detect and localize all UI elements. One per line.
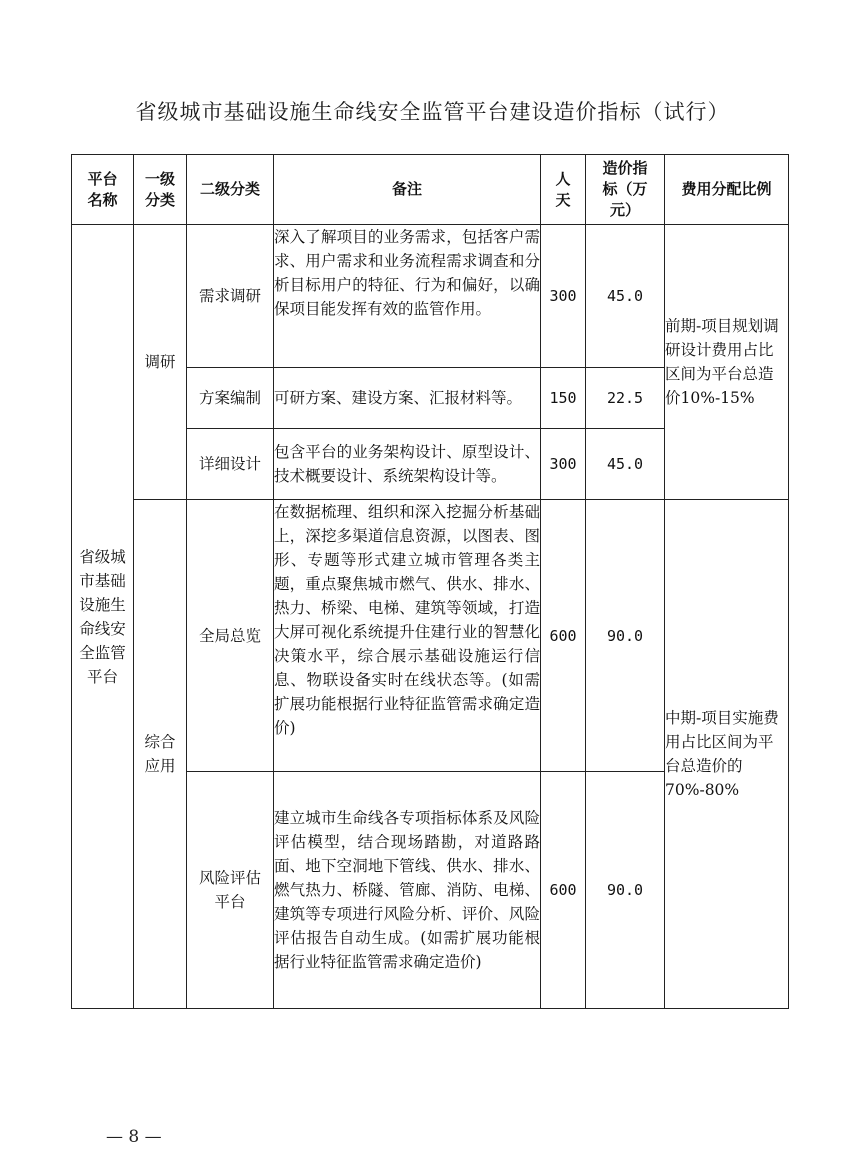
platform-name: 省级城市基础设施生命线安全监管平台 xyxy=(72,225,134,1009)
level1-category: 调研 xyxy=(134,225,187,500)
table-row xyxy=(72,500,789,772)
note-cell: 建立城市生命线各专项指标体系及风险评估模型，结合现场踏勘，对道路路面、地下空洞地下管线、供水、排水、燃气热力、桥隧、管廊、消防、电梯、建筑等专项进行风险分析、评价、风险评估报告自动生成。(如需扩展功能根据行业特征监管需求确定造价) xyxy=(274,772,541,1009)
level1-category: 综合应用 xyxy=(134,500,187,1009)
cost-cell: 45.0 xyxy=(586,429,665,500)
header-level2: 二级分类 xyxy=(187,155,274,225)
cost-cell: 90.0 xyxy=(586,500,665,772)
header-platform: 平台名称 xyxy=(72,155,134,225)
cost-cell: 90.0 xyxy=(586,772,665,1009)
level2-category: 需求调研 xyxy=(187,225,274,368)
level2-category: 全局总览 xyxy=(187,500,274,772)
header-cost: 造价指标（万元） xyxy=(586,155,665,225)
header-note: 备注 xyxy=(274,155,541,225)
man-days-cell: 300 xyxy=(541,429,586,500)
note-cell: 可研方案、建设方案、汇报材料等。 xyxy=(274,368,541,429)
page-title: 省级城市基础设施生命线安全监管平台建设造价指标（试行） xyxy=(135,100,730,124)
table-row xyxy=(72,225,789,368)
level2-category: 方案编制 xyxy=(187,368,274,429)
page-number: — 8 — xyxy=(106,1127,162,1147)
table-header-row xyxy=(72,155,789,225)
ratio-cell: 前期-项目规划调研设计费用占比区间为平台总造价10%-15% xyxy=(665,225,789,500)
man-days-cell: 600 xyxy=(541,772,586,1009)
man-days-cell: 150 xyxy=(541,368,586,429)
note-cell: 在数据梳理、组织和深入挖掘分析基础上，深挖多渠道信息资源，以图表、图形、专题等形式建立城市管理各类主题，重点聚焦城市燃气、供水、排水、热力、桥梁、电梯、建筑等领域，打造大屏可视化系统提升住建行业的智慧化决策水平，综合展示基础设施运行信息、物联设备实时在线状态等。(如需扩展功能根据行业特征监管需求确定造价) xyxy=(274,500,541,772)
header-man-days: 人天 xyxy=(541,155,586,225)
level2-category: 风险评估平台 xyxy=(187,772,274,1009)
note-cell: 包含平台的业务架构设计、原型设计、技术概要设计、系统架构设计等。 xyxy=(274,429,541,500)
cost-cell: 45.0 xyxy=(586,225,665,368)
header-level1: 一级分类 xyxy=(134,155,187,225)
header-ratio: 费用分配比例 xyxy=(665,155,789,225)
man-days-cell: 300 xyxy=(541,225,586,368)
cost-cell: 22.5 xyxy=(586,368,665,429)
level2-category: 详细设计 xyxy=(187,429,274,500)
ratio-cell: 中期-项目实施费用占比区间为平台总造价的70%-80% xyxy=(665,500,789,1009)
cost-index-table xyxy=(71,154,789,1009)
man-days-cell: 600 xyxy=(541,500,586,772)
note-cell: 深入了解项目的业务需求，包括客户需求、用户需求和业务流程需求调查和分析目标用户的特征、行为和偏好，以确保项目能发挥有效的监管作用。 xyxy=(274,225,541,368)
